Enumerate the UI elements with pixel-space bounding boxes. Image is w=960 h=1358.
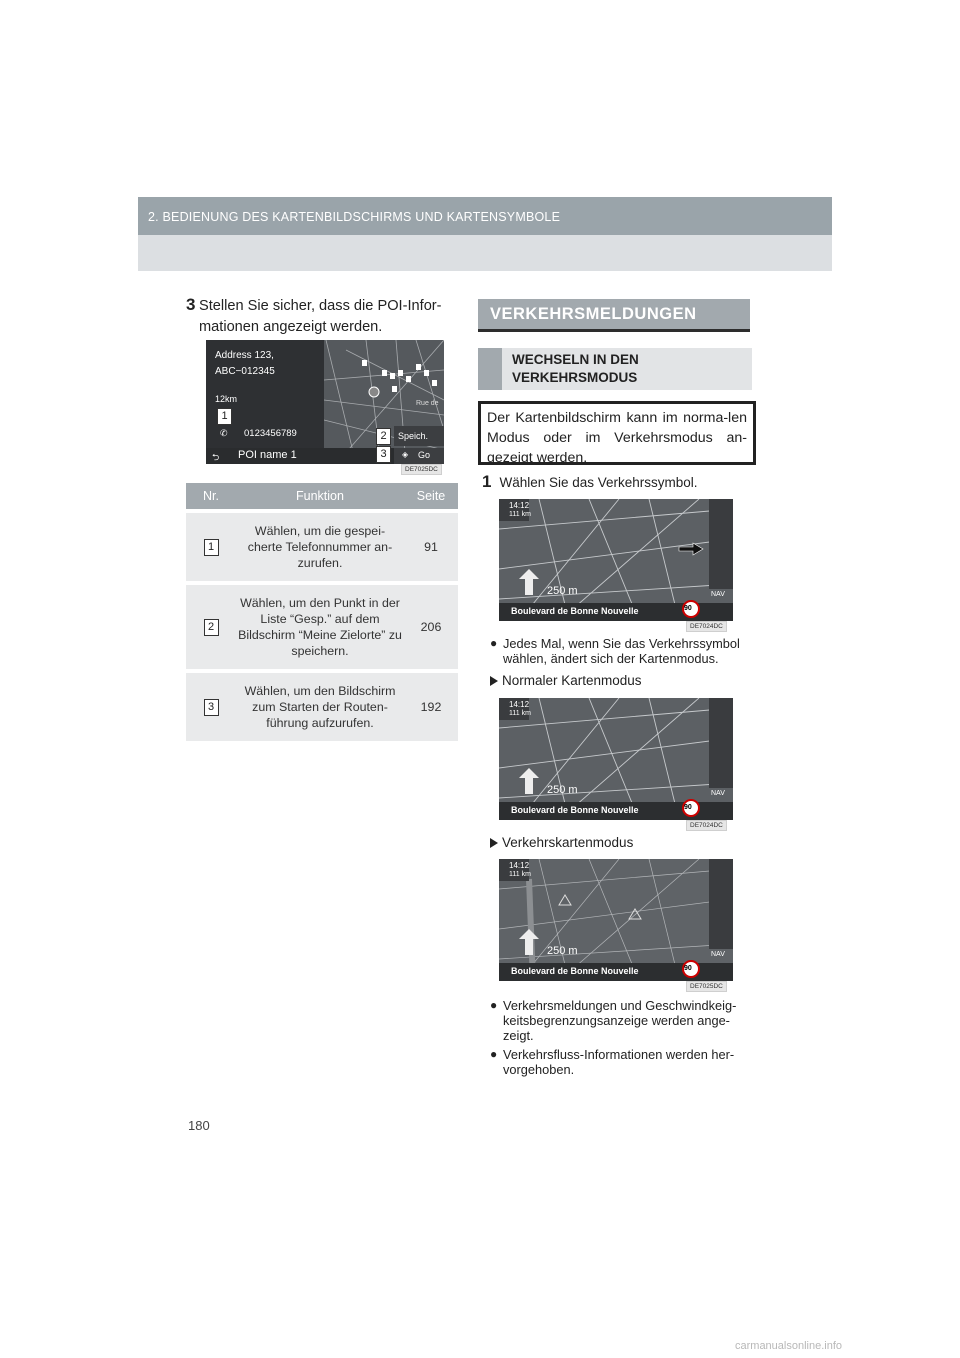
row-number: 2: [204, 619, 219, 636]
section-title: VERKEHRSMELDUNGEN: [490, 305, 697, 323]
info-box: [478, 401, 756, 465]
step-3: [186, 296, 461, 338]
map-time: 14:12: [509, 861, 530, 870]
arrow-icon: [490, 676, 498, 686]
speed-limit-sign: 90: [684, 965, 692, 972]
row-page: 91: [404, 511, 458, 583]
speed-limit-sign: 90: [684, 605, 692, 612]
chapter-header-strip: [138, 197, 832, 235]
go-icon: ◈: [402, 450, 409, 459]
bullet-text: Verkehrsfluss-Informationen werden her-vorgehoben.: [503, 1047, 735, 1077]
row-number: 3: [204, 699, 219, 716]
mode-traffic-label: [490, 835, 633, 850]
speed-limit-sign: 90: [684, 804, 692, 811]
nav-button[interactable]: NAV: [711, 951, 725, 958]
save-button[interactable]: Speich.: [398, 431, 429, 441]
poi-distance: 12km: [215, 394, 238, 404]
section-heading: [478, 299, 750, 332]
bullet-text: Verkehrsmeldungen und Geschwindkeig-keitsbegrenzungsanzeige werden ange-zeigt.: [503, 998, 737, 1043]
chapter-header: [138, 197, 832, 271]
step-text: Wählen Sie das Verkehrssymbol.: [499, 475, 698, 490]
subsection-title-line1: WECHSELN IN DEN: [512, 352, 639, 367]
bullet-dot: ●: [490, 1047, 498, 1061]
map-street-label: Rue de: [416, 400, 439, 407]
table-row: [186, 583, 458, 671]
row-page: 206: [404, 583, 458, 671]
table-row: [186, 511, 458, 583]
col-header-nr: Nr.: [186, 483, 236, 511]
map-turn-distance: 250 m: [547, 945, 578, 957]
map-turn-distance: 250 m: [547, 585, 578, 597]
poi-phone-button[interactable]: 0123456789: [244, 428, 297, 439]
map-turn-distance: 250 m: [547, 784, 578, 796]
step-number: 1: [482, 472, 492, 491]
map-distance: 111 km: [509, 710, 531, 717]
callout-2: 2: [376, 428, 391, 445]
bullet-text: Jedes Mal, wenn Sie das Verkehrssymbol wählen, ändert sich der Kartenmodus.: [503, 636, 740, 666]
info-text: Der Kartenbildschirm kann im norma-len Modus oder im Verkehrsmodus an-gezeigt werden.: [487, 410, 747, 466]
col-header-page: Seite: [404, 483, 458, 511]
nav-button[interactable]: NAV: [711, 591, 725, 598]
bullet-1: [490, 636, 752, 666]
map-street-name: Boulevard de Bonne Nouvelle: [511, 805, 639, 815]
map-screen-1: [499, 499, 733, 621]
watermark: carmanualsonline.info: [735, 1340, 843, 1352]
row-number: 1: [204, 539, 219, 556]
map-street-name: Boulevard de Bonne Nouvelle: [511, 966, 639, 976]
poi-address-line1: Address 123,: [215, 350, 274, 361]
bullet-2: [490, 998, 752, 1043]
map-screen-3: [499, 859, 733, 981]
row-description: Wählen, um den Bildschirm zum Starten der Routen-führung aufzurufen.: [236, 671, 404, 741]
bullet-3: [490, 1047, 752, 1077]
map-screen-2: [499, 698, 733, 820]
mode-traffic-text: Verkehrskartenmodus: [502, 835, 634, 850]
phone-icon: ✆: [220, 428, 228, 438]
step-text: Stellen Sie sicher, dass die POI-Infor-mationen angezeigt werden.: [199, 298, 442, 335]
image-code: DE7024DC: [686, 820, 727, 831]
map-street-name: Boulevard de Bonne Nouvelle: [511, 606, 639, 616]
callout-3: 3: [376, 446, 391, 463]
step-1: [482, 472, 698, 492]
subsection-heading: [478, 348, 752, 390]
map-time: 14:12: [509, 501, 530, 510]
image-code: DE7025DC: [401, 464, 442, 475]
image-code: DE7024DC: [686, 621, 727, 632]
chapter-title: 2. BEDIENUNG DES KARTENBILDSCHIRMS UND KARTENSYMBOLE: [148, 210, 561, 224]
go-button[interactable]: Go: [418, 450, 431, 460]
map-distance: 111 km: [509, 511, 531, 518]
poi-name: POI name 1: [238, 449, 297, 461]
nav-button[interactable]: NAV: [711, 790, 725, 797]
back-icon[interactable]: ⮌: [212, 452, 220, 462]
mode-normal-label: [490, 673, 642, 688]
bullet-dot: ●: [490, 998, 498, 1012]
map-time: 14:12: [509, 700, 530, 709]
function-table: [186, 483, 458, 741]
row-description: Wählen, um den Punkt in der Liste “Gesp.” auf dem Bildschirm “Meine Zielorte” zu speichern.: [236, 583, 404, 671]
col-header-function: Funktion: [236, 483, 404, 511]
table-header-row: [186, 483, 458, 511]
subsection-title-line2: VERKEHRSMODUS: [512, 370, 638, 385]
image-code: DE7025DC: [686, 981, 727, 992]
callout-1: 1: [217, 408, 232, 425]
bullet-dot: ●: [490, 636, 498, 650]
map-distance: 111 km: [509, 871, 531, 878]
row-description: Wählen, um die gespei-cherte Telefonnummer an-zurufen.: [236, 511, 404, 583]
arrow-icon: [490, 838, 498, 848]
step-number: 3: [186, 295, 196, 314]
poi-info-screen: [206, 340, 444, 464]
mode-normal-text: Normaler Kartenmodus: [502, 673, 642, 688]
row-page: 192: [404, 671, 458, 741]
subsection-bar: [478, 348, 502, 390]
poi-address-line2: ABC−012345: [215, 366, 275, 377]
table-row: [186, 671, 458, 741]
page-number: 180: [188, 1118, 210, 1133]
